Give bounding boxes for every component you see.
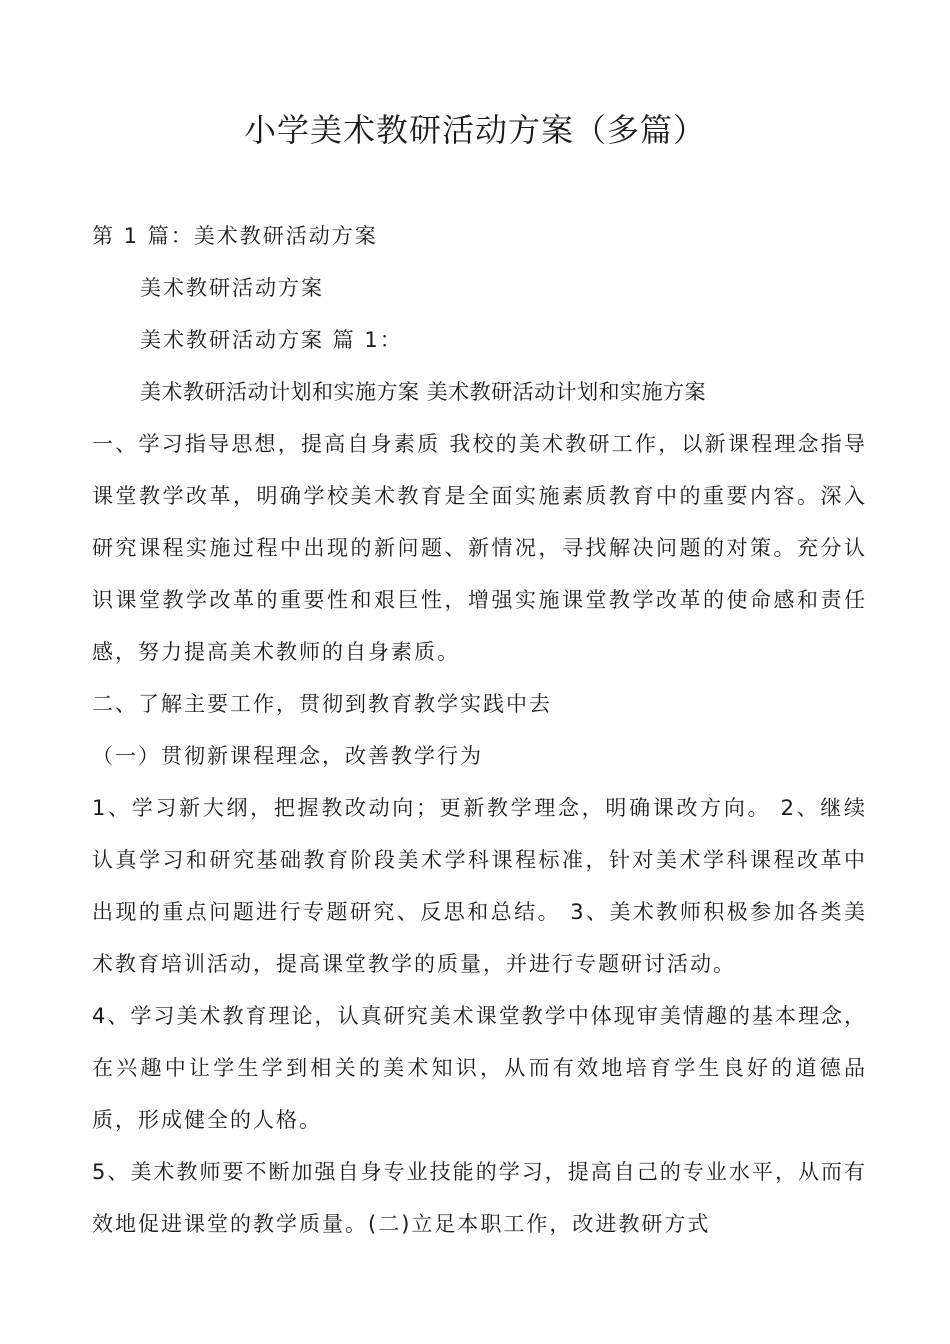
document-body <box>92 210 867 1250</box>
section-paragraph: 一、学习指导思想，提高自身素质 我校的美术教研工作，以新课程理念指导课堂教学改革，明确学校美术教育是全面实施素质教育中的重要内容。深入研究课程实施过程中出现的新问题、新情况，寻找解决问题的对策。充分认识课堂教学改革的重要性和艰巨性，增强实施课堂教学改革的使命感和责任感，努力提高美术教师的自身素质。 <box>92 432 867 664</box>
plan-title-line: 美术教研活动计划和实施方案 美术教研活动计划和实施方案 <box>140 380 707 404</box>
subsection-heading: （一）贯彻新课程理念，改善教学行为 <box>92 744 483 768</box>
list-paragraph: 1、学习新大纲，把握教改动向；更新教学理念，明确课改方向。 2、继续认真学习和研究基础教育阶段美术学科课程标准，针对美术学科课程改革中出现的重点问题进行专题研究、反思和总结。 3、美术教师积极参加各类美术教育培训活动，提高课堂教学的质量，并进行专题研讨活动。 <box>92 796 867 976</box>
document-title: 小学美术教研活动方案（多篇） <box>243 111 706 149</box>
part-heading: 第 1 篇：美术教研活动方案 <box>92 224 378 248</box>
list-paragraph: 4、学习美术教育理论，认真研究美术课堂教学中体现审美情趣的基本理念，在兴趣中让学生学到相关的美术知识，从而有效地培育学生良好的道德品质，形成健全的人格。 <box>92 1004 867 1132</box>
list-paragraph: 5、美术教师要不断加强自身专业技能的学习，提高自己的专业水平，从而有效地促进课堂的教学质量。(二)立足本职工作，改进教研方式 <box>92 1160 867 1236</box>
section-heading: 二、了解主要工作，贯彻到教育教学实践中去 <box>92 692 552 716</box>
subtitle-line: 美术教研活动方案 <box>140 276 324 300</box>
subtitle-line-part: 美术教研活动方案 篇 1： <box>140 328 403 352</box>
